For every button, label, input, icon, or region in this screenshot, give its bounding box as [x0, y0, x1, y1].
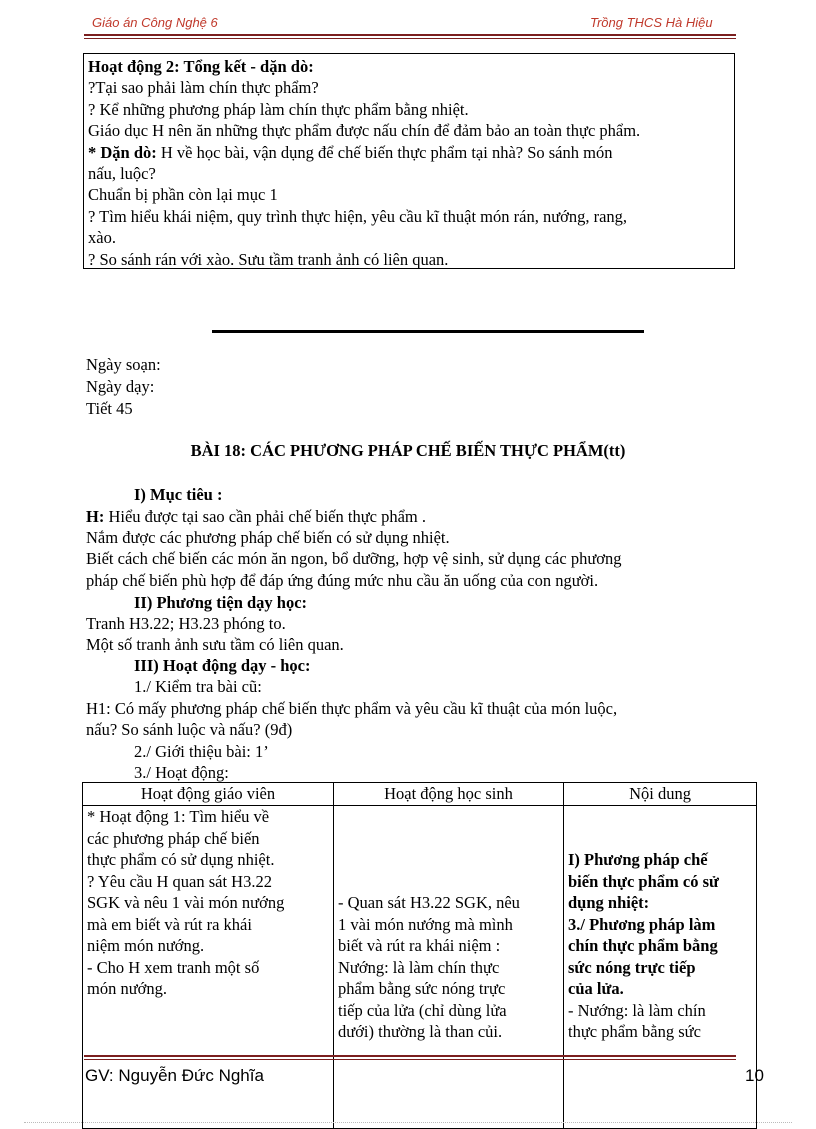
period: Tiết 45	[86, 399, 133, 418]
content-text-line: thực phẩm bằng sức	[568, 1022, 701, 1041]
header-student: Hoạt động học sinh	[334, 783, 564, 806]
objective-3: Biết cách chế biến các món ăn ngon, bổ dưỡng, hợp vệ sinh, sử dụng các phương	[86, 549, 622, 568]
section-materials-title: II) Phương tiện dạy học:	[134, 593, 308, 612]
summary-question-3: ? Tìm hiểu khái niệm, quy trình thực hiện, yêu cầu kĩ thuật món rán, nướng, rang,	[88, 206, 628, 226]
student-line: phẩm bằng sức nóng trực	[338, 979, 506, 998]
material-1: Tranh H3.22; H3.23 phóng to.	[86, 614, 286, 633]
content-heading-line: sức nóng trực tiếp	[568, 957, 696, 977]
header-left-title: Giáo án Công Nghệ 6	[92, 15, 218, 30]
student-cell	[334, 806, 564, 1129]
footer-teacher: GV: Nguyễn Đức Nghĩa	[85, 1066, 264, 1085]
teacher-line: món nướng.	[87, 979, 168, 998]
summary-box	[83, 53, 735, 269]
student-line: tiếp của lửa (chỉ dùng lửa	[338, 1000, 507, 1020]
summary-education: Giáo dục H nên ăn những thực phẩm được nấu chín để đảm bảo an toàn thực phẩm.	[88, 121, 641, 141]
teacher-line: các phương pháp chế biến	[87, 828, 260, 848]
material-2: Một số tranh ảnh sưu tầm có liên quan.	[86, 635, 344, 654]
section-activities-title: III) Hoạt động dạy - học:	[134, 656, 311, 675]
teach-date: Ngày dạy:	[86, 377, 155, 396]
footer-rule-thin	[84, 1059, 736, 1060]
summary-question-4: ? So sánh rán với xào. Sưu tầm tranh ảnh có liên quan.	[88, 249, 449, 269]
lesson-title: BÀI 18: CÁC PHƯƠNG PHÁP CHẾ BIẾN THỰC PHẨM(tt)	[190, 441, 626, 460]
teacher-line: niệm món nướng.	[87, 936, 205, 955]
student-line: - Quan sát H3.22 SGK, nêu	[338, 893, 520, 912]
student-line: 1 vài món nướng mà mình	[338, 914, 513, 934]
teacher-line: ? Yêu cầu H quan sát H3.22	[87, 871, 272, 891]
content-heading-line: của lửa.	[568, 979, 624, 998]
content-heading-line: biến thực phẩm có sử	[568, 871, 719, 891]
step-3: 3./ Hoạt động:	[134, 763, 229, 782]
homework-text: H về học bài, vận dụng để chế biến thực phẩm tại nhà? So sánh món	[156, 142, 613, 162]
student-line: Nướng: là làm chín thực	[338, 957, 500, 977]
header-teacher: Hoạt động giáo viên	[83, 783, 334, 806]
teacher-line: thực phẩm có sử dụng nhiệt.	[87, 850, 275, 869]
objective-1-text: Hiểu được tại sao cần phải chế biến thực phẩm .	[104, 507, 427, 526]
header-content: Nội dung	[564, 783, 757, 806]
homework-label: * Dặn dò:	[88, 142, 157, 162]
content-text-line: - Nướng: là làm chín	[568, 1000, 706, 1020]
objective-3-cont: pháp chế biến phù hợp để đáp ứng đúng mức nhu cầu ăn uống của con người.	[86, 571, 599, 590]
header-rule-thin	[84, 38, 736, 39]
student-line: dưới) thường là than củi.	[338, 1022, 503, 1041]
summary-homework	[88, 142, 730, 163]
teacher-line: * Hoạt động 1: Tìm hiểu về	[87, 807, 270, 826]
summary-question-1: ?Tại sao phải làm chín thực phẩm?	[88, 78, 319, 98]
step-2: 2./ Giới thiệu bài: 1’	[134, 742, 269, 761]
summary-prepare: Chuẩn bị phần còn lại mục 1	[88, 185, 278, 205]
page-number: 10	[745, 1066, 764, 1085]
content-heading-line: 3./ Phương pháp làm	[568, 914, 716, 934]
header-rule	[84, 34, 736, 36]
summary-question-3-cont: xào.	[88, 228, 116, 248]
teacher-line: mà em biết và rút ra khái	[87, 914, 252, 934]
content-heading-line: chín thực phẩm bằng	[568, 936, 718, 955]
content-heading-line: dụng nhiệt:	[568, 893, 650, 912]
header-right-school: Trồng THCS Hà Hiệu	[590, 15, 713, 30]
section-separator	[212, 330, 644, 333]
objective-label: H:	[86, 507, 105, 526]
teacher-line: - Cho H xem tranh một số	[87, 957, 260, 977]
table-header-row	[83, 783, 757, 806]
summary-question-2: ? Kể những phương pháp làm chín thực phẩm bằng nhiệt.	[88, 99, 469, 119]
student-line: biết và rút ra khái niệm :	[338, 936, 501, 955]
homework-text-cont: nấu, luộc?	[88, 164, 156, 184]
check-question-cont: nấu? So sánh luộc và nấu? (9đ)	[86, 720, 293, 739]
footer-rule	[84, 1055, 736, 1057]
summary-title: Hoạt động 2: Tổng kết - dặn dò:	[88, 57, 314, 76]
step-1: 1./ Kiểm tra bài cũ:	[134, 677, 262, 696]
content-heading-line: I) Phương pháp chế	[568, 850, 708, 869]
teacher-line: SGK và nêu 1 vài món nướng	[87, 893, 285, 912]
prep-date: Ngày soạn:	[86, 355, 161, 374]
objective-1	[86, 507, 426, 527]
section-objectives-title: I) Mục tiêu :	[134, 485, 223, 504]
check-question: H1: Có mấy phương pháp chế biến thực phẩm và yêu cầu kĩ thuật của món luộc,	[86, 699, 618, 718]
objective-2: Nắm được các phương pháp chế biến có sử dụng nhiệt.	[86, 528, 450, 547]
content-cell	[564, 806, 757, 1129]
